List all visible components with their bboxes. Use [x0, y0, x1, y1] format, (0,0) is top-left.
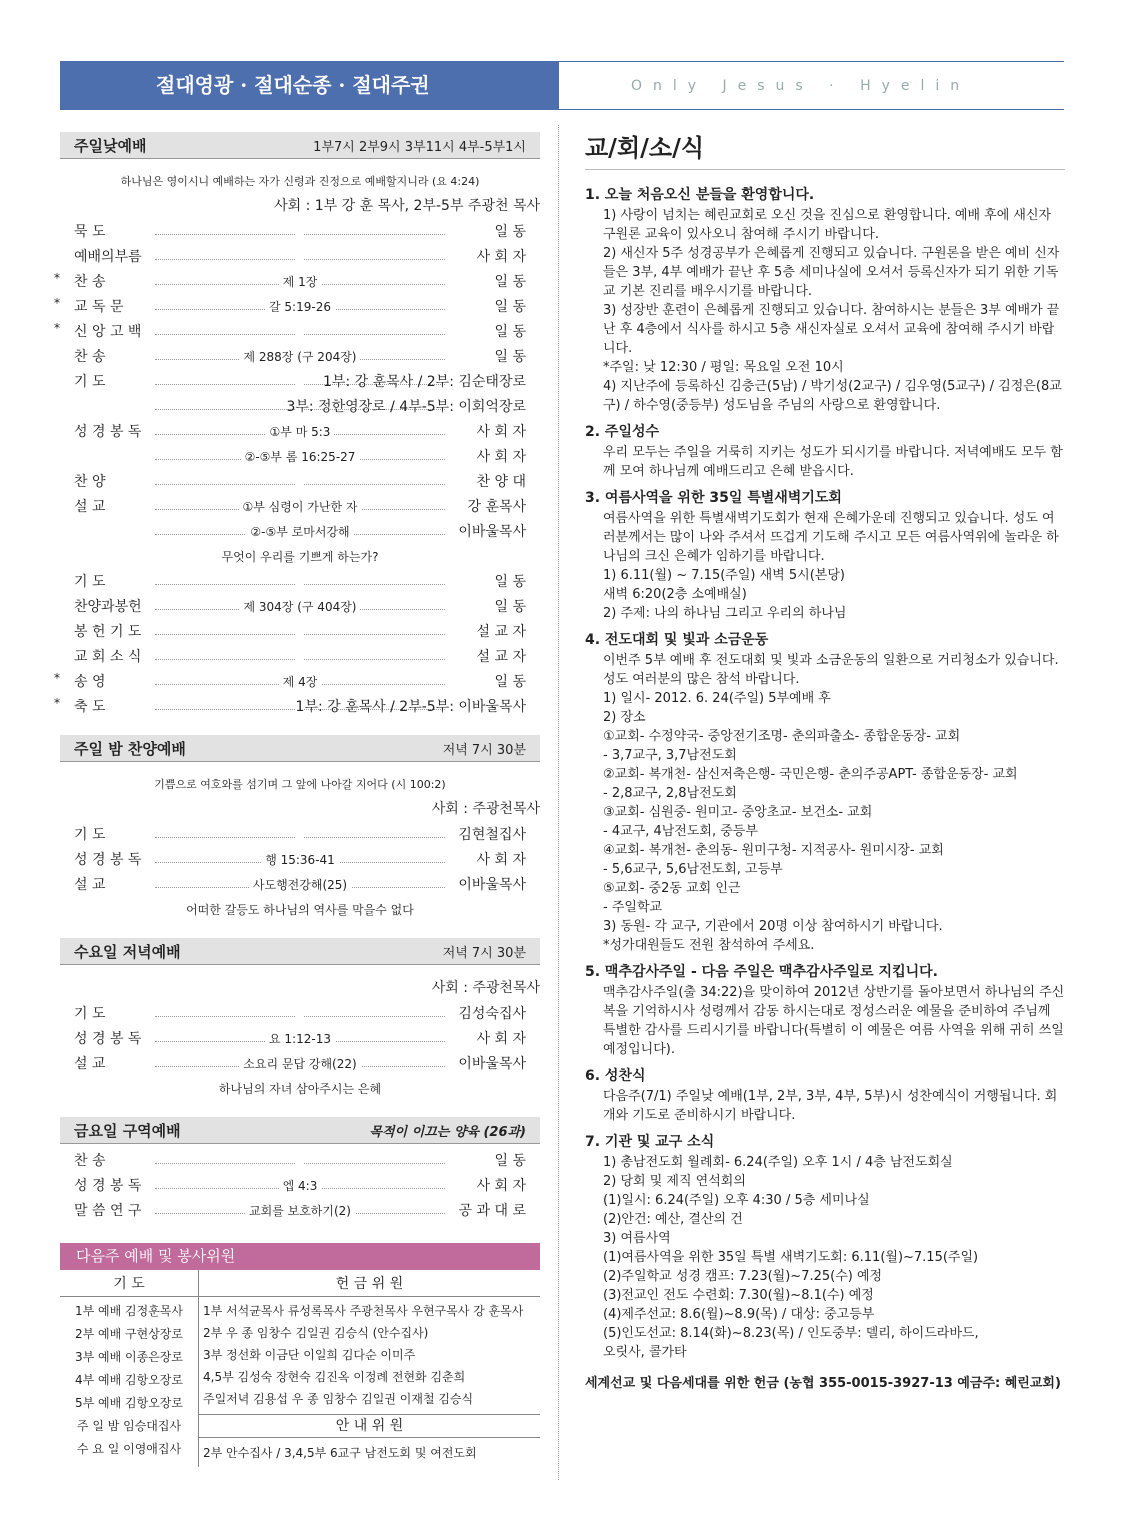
sunday-host: 사회 : 1부 강 훈 목사, 2부-5부 주광천 목사	[274, 198, 540, 214]
prayer-assignment: 주 일 밤 임승대집사	[76, 1419, 182, 1433]
sunday-row-leader: 3부: 정한영장로 / 4부-5부: 이회억장로	[286, 399, 526, 415]
sunday-row-content	[155, 223, 445, 237]
wednesday-row-leader: 김성숙집사	[458, 1006, 526, 1022]
news-item-text: 우리 모두는 주일을 거룩히 지키는 성도가 되시기를 바랍니다. 저녁예배도 모두 함께 모여 하나님께 예배드리고 은혜 받읍시다.	[603, 445, 1063, 479]
prayer-col-header: 기 도	[60, 1270, 199, 1297]
friday-row-content-text: 교회를 보호하기(2)	[245, 1204, 355, 1218]
news-item-heading: 3. 여름사역을 위한 35일 특별새벽기도회	[585, 490, 842, 506]
worship-column	[54, 132, 540, 1467]
sunday-row-leader: 1부: 강 훈목사 / 2부-5부: 이바울목사	[295, 699, 526, 715]
wednesday-host: 사회 : 주광천목사	[431, 980, 540, 996]
sunday-row-content-text	[296, 373, 304, 387]
column-divider	[558, 125, 560, 1480]
friday-row-leader: 공 과 대 로	[458, 1203, 526, 1219]
wednesday-row	[60, 1028, 540, 1053]
news-item-text: 오릿사, 콜가타	[603, 1345, 687, 1360]
night-row-content	[155, 826, 445, 840]
sunday-row-content-text: ②-⑤부 롬 16:25-27	[241, 450, 360, 464]
sunday-row-label: 축 도	[74, 699, 106, 715]
required-star-icon: *	[54, 696, 60, 710]
night-row-content-text: 어떠한 갈등도 하나님의 역사를 막을수 없다	[182, 903, 418, 917]
news-title: 교/회/소/식	[585, 128, 1065, 170]
sunday-row-leader: 찬 양 대	[476, 474, 526, 490]
sunday-row-content	[155, 548, 445, 565]
news-item-text: ④교회- 복개천- 춘의동- 원미구청- 지적공사- 원미시장- 교회	[603, 843, 944, 858]
friday-row	[60, 1175, 540, 1200]
wednesday-row-label: 성 경 봉 독	[74, 1031, 142, 1047]
sunday-row-label: 설 교	[74, 499, 106, 515]
news-item-text: - 5,6교구, 5,6남전도회, 고등부	[603, 862, 783, 877]
sunday-row-label: 교 독 문	[74, 299, 124, 315]
sunday-row-content-text	[296, 323, 304, 337]
sunday-row-content	[155, 348, 445, 365]
sunday-row	[60, 496, 540, 521]
usher-text: 2부 안수집사 / 3,4,5부 6교구 남전도회 및 여전도회	[203, 1446, 477, 1460]
next-week-table	[60, 1270, 540, 1467]
sunday-row-content	[155, 448, 445, 465]
wednesday-times: 저녁 7시 30분	[442, 945, 526, 961]
offering-assignment: 주일저녁 김용섭 우 종 임창수 김일권 이재철 김승식	[203, 1392, 474, 1406]
news-column	[585, 128, 1065, 1391]
news-item-text: (2)안건: 예산, 결산의 건	[603, 1212, 743, 1227]
sunday-order	[54, 221, 540, 721]
night-row-content	[155, 876, 445, 893]
sunday-title: 주일낮예배	[74, 136, 147, 155]
night-row-content-text: 행 15:36-41	[261, 853, 339, 867]
prayer-assignment: 5부 예배 김항오장로	[74, 1396, 183, 1410]
sunday-row	[60, 221, 540, 246]
sunday-verse: 하나님은 영이시니 예배하는 자가 신령과 진정으로 예배할지니라 (요 4:24)	[120, 175, 480, 188]
sunday-row-content-text	[296, 223, 304, 237]
sunday-row-leader: 일 동	[494, 599, 526, 615]
wednesday-row-content-text: 요 1:12-13	[265, 1032, 335, 1046]
sunday-row-label: 봉 헌 기 도	[74, 624, 142, 640]
news-item-text: 1) 사랑이 넘치는 혜린교회로 오신 것을 진심으로 환영합니다. 예배 후에 새신자 구원론 교육이 있사오니 참여해 주시기 바랍니다.	[603, 208, 1052, 242]
news-item-text: *성가대원들도 전원 참석하여 주세요.	[603, 938, 815, 953]
night-host: 사회 : 주광천목사	[431, 801, 540, 817]
news-item-text: 여름사역을 위한 특별새벽기도회가 현재 은혜가운데 진행되고 있습니다. 성도 여러분께서는 많이 나와 주셔서 뜨겁게 기도해 주시고 모든 여름사역위에 놀라운 하나님의 크신 은혜가 임하기를 바랍니다.	[603, 511, 1059, 564]
sunday-row	[60, 471, 540, 496]
friday-row-content	[155, 1152, 445, 1166]
friday-row-label: 성 경 봉 독	[74, 1178, 142, 1194]
news-item-text: 3) 여름사역	[603, 1231, 671, 1246]
wednesday-row-content	[155, 1030, 445, 1047]
offering-assignment: 1부 서석균목사 류성록목사 주광천목사 우현구목사 강 훈목사	[203, 1304, 524, 1318]
night-row-leader: 김현철집사	[458, 827, 526, 843]
news-item-text: ⑤교회- 중2동 교회 인근	[603, 881, 741, 896]
wednesday-row	[60, 1053, 540, 1078]
news-item-text: ①교회- 수정약국- 중앙전기조명- 춘의파출소- 종합운동장- 교회	[603, 729, 961, 744]
prayer-assignment: 4부 예배 김항오장로	[74, 1373, 183, 1387]
sunday-row	[60, 571, 540, 596]
news-item-text: 1) 일시- 2012. 6. 24(주일) 5부예배 후	[603, 691, 831, 706]
wednesday-order	[60, 1003, 540, 1103]
wednesday-row-content-text: 소요리 문답 강해(22)	[239, 1057, 360, 1071]
sunday-row-content	[155, 673, 445, 690]
sunday-row-leader: 사 회 자	[476, 424, 526, 440]
wednesday-row-content-text: 하나님의 자녀 삼아주시는 은혜	[215, 1082, 385, 1096]
night-times: 저녁 7시 30분	[442, 742, 526, 758]
sunday-row	[60, 596, 540, 621]
friday-row-content-text	[296, 1152, 304, 1166]
news-item-text: (3)전교인 전도 수련회: 7.30(월)~8.1(수) 예정	[603, 1288, 874, 1303]
wednesday-header	[60, 938, 540, 965]
news-item-text: 3) 동원- 각 교구, 기관에서 20명 이상 참여하시기 바랍니다.	[603, 919, 943, 934]
night-row-label: 설 교	[74, 877, 106, 893]
sunday-row-content-text	[296, 248, 304, 262]
night-row	[60, 849, 540, 874]
news-item-text: 2) 장소	[603, 710, 646, 725]
sunday-row-content	[155, 423, 445, 440]
news-item-text: 2) 주제: 나의 하나님 그리고 우리의 하나님	[603, 606, 847, 621]
sunday-row-leader: 1부: 강 훈목사 / 2부: 김순태장로	[323, 374, 526, 390]
sunday-row	[60, 546, 540, 571]
night-row-label: 기 도	[74, 827, 106, 843]
news-item-heading: 1. 오늘 처음오신 분들을 환영합니다.	[585, 187, 815, 203]
wednesday-row	[60, 1078, 540, 1103]
required-star-icon: *	[54, 321, 60, 335]
sunday-row-content	[155, 498, 445, 515]
sunday-row	[60, 346, 540, 371]
next-week-header: 다음주 예배 및 봉사위원	[60, 1243, 540, 1270]
friday-row-label: 말 씀 연 구	[74, 1203, 142, 1219]
prayer-assignment: 1부 예배 김정훈목사	[74, 1304, 183, 1318]
news-footer: 세계선교 및 다음세대를 위한 헌금 (농협 355-0015-3927-13 예금주: 혜린교회)	[585, 1376, 1061, 1391]
sunday-row-leader: 일 동	[494, 224, 526, 240]
friday-row	[60, 1150, 540, 1175]
sunday-row	[60, 396, 540, 421]
sunday-row-label: 찬 양	[74, 474, 106, 490]
friday-row-content-text: 엡 4:3	[279, 1179, 322, 1193]
friday-row-leader: 사 회 자	[476, 1178, 526, 1194]
news-item-text: - 3,7교구, 3,7남전도회	[603, 748, 737, 763]
sunday-row	[54, 671, 540, 696]
required-star-icon: *	[54, 271, 60, 285]
friday-row-leader: 일 동	[494, 1153, 526, 1169]
news-item-text: 2) 새신자 5주 성경공부가 은혜롭게 진행되고 있습니다. 구원론을 받은 예비 신자들은 3부, 4부 예배가 끝난 후 5층 세미나실에 오셔서 등록신자가 되기 위한 기독교 기본 진리를 배우시기를 바랍니다.	[603, 246, 1060, 299]
sunday-row-content	[155, 298, 445, 315]
required-star-icon: *	[54, 296, 60, 310]
sunday-row-content	[155, 273, 445, 290]
sunday-times: 1부7시 2부9시 3부11시 4부-5부1시	[313, 139, 526, 155]
wednesday-title: 수요일 저녁예배	[74, 942, 181, 961]
sunday-row	[54, 271, 540, 296]
offering-list	[203, 1300, 536, 1410]
wednesday-row-label: 설 교	[74, 1056, 106, 1072]
sunday-row-label: 송 영	[74, 674, 106, 690]
sunday-row-leader: 강 훈목사	[467, 499, 526, 515]
sunday-row-content	[155, 473, 445, 487]
sunday-row-leader: 일 동	[494, 324, 526, 340]
night-row-content-text: 사도행전강해(25)	[249, 878, 351, 892]
friday-row-content	[155, 1177, 445, 1194]
sunday-row	[54, 321, 540, 346]
news-item-text: 2) 당회 및 제직 연석회의	[603, 1174, 746, 1189]
sunday-row-leader: 사 회 자	[476, 449, 526, 465]
sunday-row-leader: 이바울목사	[458, 524, 526, 540]
sunday-row-leader: 일 동	[494, 574, 526, 590]
news-item-text: 1) 총남전도회 월례회- 6.24(주일) 오후 1시 / 4층 남전도회실	[603, 1155, 953, 1170]
night-row-leader: 사 회 자	[476, 852, 526, 868]
sunday-row-label: 찬 송	[74, 274, 106, 290]
sunday-row-leader: 일 동	[494, 674, 526, 690]
sunday-row-label: 예배의부름	[74, 249, 142, 265]
night-order	[60, 824, 540, 924]
night-row-label: 성 경 봉 독	[74, 852, 142, 868]
usher-col-header: 안 내 위 원	[199, 1414, 540, 1438]
sunday-row-label: 교 회 소 식	[74, 649, 142, 665]
news-item-text: 이번주 5부 예배 후 전도대회 및 빛과 소금운동의 일환으로 거리청소가 있습니다. 성도 여러분의 많은 참석 바랍니다.	[603, 653, 1059, 687]
news-item-text: (1)여름사역을 위한 35일 특별 새벽기도회: 6.11(월)~7.15(주일)	[603, 1250, 979, 1265]
news-item-text: (4)제주선교: 8.6(월)~8.9(목) / 대상: 중고등부	[603, 1307, 875, 1322]
sunday-row-leader: 일 동	[494, 274, 526, 290]
sunday-row-label: 기 도	[74, 574, 106, 590]
sunday-row	[54, 296, 540, 321]
news-item-text: 새벽 6:20(2층 소예배실)	[603, 587, 747, 602]
news-item-text: (5)인도선교: 8.14(화)~8.23(목) / 인도중부: 델리, 하이드라바드,	[603, 1326, 979, 1341]
night-title: 주일 밤 찬양예배	[74, 739, 186, 758]
friday-order	[60, 1150, 540, 1225]
news-item-heading: 5. 맥추감사주일 - 다음 주일은 맥추감사주일로 지킵니다.	[585, 964, 938, 980]
sunday-row-label: 기 도	[74, 374, 106, 390]
wednesday-row-leader: 사 회 자	[476, 1031, 526, 1047]
news-item-text: - 2,8교구, 2,8남전도회	[603, 786, 737, 801]
news-item-heading: 4. 전도대회 및 빛과 소금운동	[585, 632, 769, 648]
friday-theme: 목적이 이끄는 양육 (26과)	[369, 1124, 526, 1140]
news-item-text: (1)일시: 6.24(주일) 오후 4:30 / 5층 세미나실	[603, 1193, 870, 1208]
sunday-row	[60, 446, 540, 471]
wednesday-row-content	[155, 1055, 445, 1072]
night-row-content	[155, 851, 445, 868]
wednesday-row-content	[155, 1080, 445, 1097]
english-banner: Only Jesus · Hyelin	[559, 61, 1064, 110]
sunday-row-content	[155, 323, 445, 337]
sunday-row-label: 찬양과봉헌	[74, 599, 142, 615]
sunday-row-content-text	[296, 648, 304, 662]
sunday-row-label: 찬 송	[74, 349, 106, 365]
friday-row-content	[155, 1202, 445, 1219]
offering-col-header: 헌 금 위 원	[335, 1276, 404, 1292]
sunday-row-content	[155, 248, 445, 262]
sunday-row-content-text	[296, 623, 304, 637]
offering-assignment: 2부 우 종 임창수 김일권 김승식 (안수집사)	[203, 1326, 429, 1340]
motto-banner: 절대영광 · 절대순종 · 절대주권	[60, 61, 559, 110]
offering-assignment: 3부 정선화 이금단 이일희 김다순 이미주	[203, 1348, 416, 1362]
sunday-row-content	[155, 598, 445, 615]
news-item-text: *주일: 낮 12:30 / 평일: 목요일 오전 10시	[603, 360, 844, 375]
sunday-row-label: 묵 도	[74, 224, 106, 240]
prayer-list	[60, 1297, 199, 1468]
sunday-row-leader: 설 교 자	[476, 624, 526, 640]
sunday-row	[60, 521, 540, 546]
night-row	[60, 899, 540, 924]
sunday-row-content-text: 무엇이 우리를 기쁘게 하는가?	[218, 550, 383, 564]
sunday-row	[54, 696, 540, 721]
sunday-row-content	[155, 623, 445, 637]
sunday-row-leader: 일 동	[494, 349, 526, 365]
news-item-text: 1) 6.11(월) ~ 7.15(주일) 새벽 5시(본당)	[603, 568, 845, 583]
night-header	[60, 735, 540, 762]
sunday-row-content-text	[296, 473, 304, 487]
sunday-row-leader: 설 교 자	[476, 649, 526, 665]
sunday-row-content	[155, 573, 445, 587]
prayer-assignment: 수 요 일 이영애집사	[76, 1442, 182, 1456]
prayer-assignment: 3부 예배 이종은장로	[74, 1350, 183, 1364]
sunday-row-content-text: ②-⑤부 로마서강해	[246, 525, 353, 539]
sunday-row	[60, 646, 540, 671]
sunday-row-content-text: 제 1장	[279, 275, 322, 289]
news-item-text: ②교회- 복개천- 삼신저축은행- 국민은행- 춘의주공APT- 종합운동장- 교회	[603, 767, 1018, 782]
news-item-text: 맥추감사주일(출 34:22)을 맞이하여 2012년 상반기를 돌아보면서 하나님의 주신 복을 기억하시사 성령께서 감동 하시는대로 정성스러운 예물을 준비하여 주님께 특별한 감사를 드리시기를 바랍니다(특별히 이 예물은 여름 사역을 위해 귀히 쓰일 예정입니다).	[603, 985, 1065, 1057]
required-star-icon: *	[54, 671, 60, 685]
wednesday-row-label: 기 도	[74, 1006, 106, 1022]
sunday-row-content-text: 갈 5:19-26	[265, 300, 335, 314]
news-item-heading: 7. 기관 및 교구 소식	[585, 1134, 715, 1150]
wednesday-row-content	[155, 1005, 445, 1019]
sunday-row	[60, 246, 540, 271]
wednesday-row	[60, 1003, 540, 1028]
night-verse: 기쁨으로 여호와를 섬기며 그 앞에 나아갈 지어다 (시 100:2)	[154, 778, 446, 791]
night-row	[60, 824, 540, 849]
sunday-row-content	[155, 523, 445, 540]
friday-header	[60, 1117, 540, 1144]
night-row-content	[155, 901, 445, 918]
sunday-row-label: 신 앙 고 백	[74, 324, 142, 340]
sunday-row-content-text: ①부 심령이 가난한 자	[239, 500, 362, 514]
news-item-text: - 주일학교	[603, 900, 663, 915]
sunday-row-content	[155, 648, 445, 662]
sunday-row-leader: 사 회 자	[476, 249, 526, 265]
news-item-text: 4) 지난주에 등록하신 김충근(5남) / 박기성(2교구) / 김우영(5교구) / 김정은(8교구) / 하수영(중등부) 성도님을 주님의 사랑으로 환영합니다.	[603, 379, 1062, 413]
news-item-text: ③교회- 심원중- 원미고- 중앙초교- 보건소- 교회	[603, 805, 873, 820]
sunday-row-content-text: 제 304장 (구 404장)	[240, 600, 361, 614]
news-item-text: - 4교구, 4남전도회, 중등부	[603, 824, 758, 839]
offering-assignment: 4,5부 김성숙 장현숙 김진옥 이정례 전현화 김춘희	[203, 1370, 466, 1384]
friday-row	[60, 1200, 540, 1225]
sunday-row	[60, 621, 540, 646]
sunday-row-leader: 일 동	[494, 299, 526, 315]
sunday-row-content-text	[296, 573, 304, 587]
sunday-row-content-text: 제 4장	[279, 675, 322, 689]
news-item-text: (2)주일학교 성경 캠프: 7.23(월)~7.25(수) 예정	[603, 1269, 883, 1284]
news-item-heading: 2. 주일성수	[585, 424, 660, 440]
sunday-row-label: 성 경 봉 독	[74, 424, 142, 440]
night-row-leader: 이바울목사	[458, 877, 526, 893]
news-item-text: 3) 성장반 훈련이 은혜롭게 진행되고 있습니다. 참여하시는 분들은 3부 예배가 끝난 후 4층에서 식사를 하시고 5층 새신자실로 오셔서 교육에 참여해 주시기 바랍니다.	[603, 303, 1060, 356]
night-row-content-text	[296, 826, 304, 840]
news-item-text: 다음주(7/1) 주일낮 예배(1부, 2부, 3부, 4부, 5부)시 성찬예식이 거행됩니다. 회개와 기도로 준비하시기 바랍니다.	[603, 1089, 1058, 1123]
wednesday-row-content-text	[296, 1005, 304, 1019]
offering-cell	[199, 1297, 541, 1468]
sunday-header	[60, 132, 540, 159]
news-list	[585, 184, 1065, 1362]
night-row	[60, 874, 540, 899]
friday-title: 금요일 구역예배	[74, 1121, 181, 1140]
sunday-row-content-text: 제 288장 (구 204장)	[240, 350, 361, 364]
wednesday-row-leader: 이바울목사	[458, 1056, 526, 1072]
sunday-row-content-text: ①부 마 5:3	[266, 425, 335, 439]
sunday-row	[60, 371, 540, 396]
sunday-row	[60, 421, 540, 446]
prayer-assignment: 2부 예배 구현상장로	[74, 1327, 183, 1341]
friday-row-label: 찬 송	[74, 1153, 106, 1169]
news-item-heading: 6. 성찬식	[585, 1068, 646, 1084]
